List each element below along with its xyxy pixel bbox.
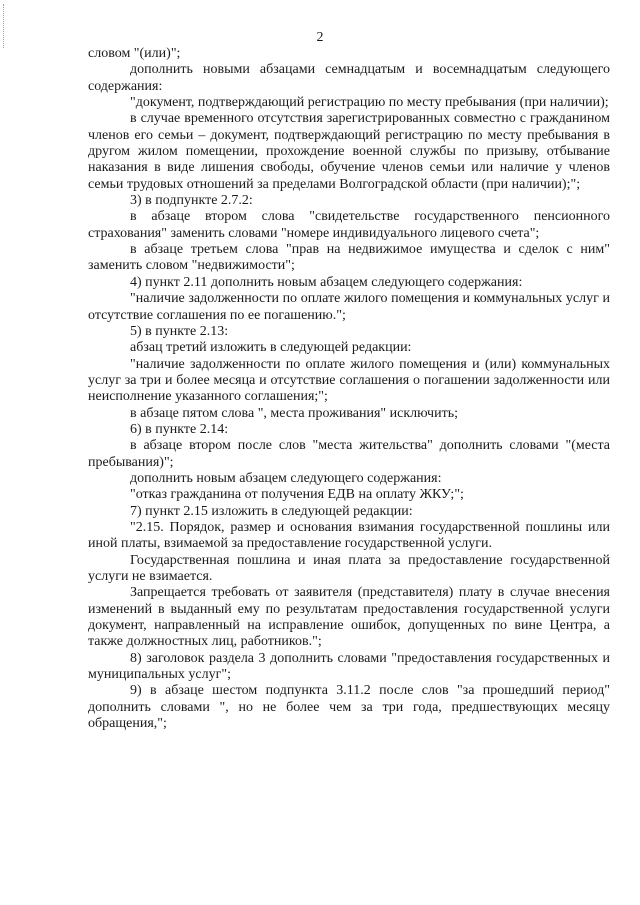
paragraph: 5) в пункте 2.13: [130, 323, 229, 339]
paragraph: 4) пункт 2.11 дополнить новым абзацем следующего содержания: [130, 274, 523, 290]
paragraph: в абзаце третьем слова "прав на недвижимое имущества и сделок с ним" заменить словом "недвижимости"; [88, 242, 610, 274]
paragraph: дополнить новым абзацем следующего содержания: [130, 470, 442, 486]
paragraph: 7) пункт 2.15 изложить в следующей редакции: [130, 503, 413, 519]
paragraph: 6) в пункте 2.14: [130, 421, 229, 437]
paragraph: Запрещается требовать от заявителя (представителя) плату в случае внесения изменений в выданный ему по результатам предоставления государственной услуги документ, направленный на исправление ошибок, допущенных по вине Центра, а также должностных лиц, работников."; [88, 585, 610, 650]
paragraph: 9) в абзаце шестом подпункта 3.11.2 после слов "за прошедший период" дополнить словами ", но не более чем за три года, предшествующих месяцу обращения,"; [88, 683, 610, 732]
paragraph: 8) заголовок раздела 3 дополнить словами "предоставления государственных и муниципальных услуг"; [88, 650, 610, 683]
paragraph: дополнить новыми абзацами семнадцатым и восемнадцатым следующего содержания: [88, 62, 610, 94]
paragraph: абзац третий изложить в следующей редакции: [130, 340, 412, 356]
paragraph: "2.15. Порядок, размер и основания взимания государственной пошлины или иной платы, взимаемой за предоставление государственной услуги. [88, 519, 610, 552]
paragraph: "документ, подтверждающий регистрацию по месту пребывания (при наличии); [130, 95, 609, 111]
paragraph: Государственная пошлина и иная плата за предоставление государственной услуги не взимается. [88, 552, 610, 584]
paragraph: словом "(или)"; [88, 46, 181, 61]
paragraph: 3) в подпункте 2.7.2: [130, 193, 253, 209]
document-body [88, 46, 610, 732]
paragraph: в абзаце втором после слов "места жительства" дополнить словами "(места пребывания)"; [88, 438, 610, 470]
page-number: 2 [316, 30, 324, 45]
paragraph: в абзаце пятом слова ", места проживания" исключить; [130, 405, 458, 421]
paragraph: "наличие задолженности по оплате жилого помещения и коммунальных услуг и отсутствие соглашения по ее погашению."; [88, 291, 610, 323]
paragraph: в абзаце втором слова "свидетельстве государственного пенсионного страхования" заменить словами "номере индивидуального лицевого счета"; [88, 209, 610, 241]
paragraph: "отказ гражданина от получения ЕДВ на оплату ЖКУ;"; [130, 487, 464, 503]
paragraph: в случае временного отсутствия зарегистрированных совместно с гражданином членов его семьи – документ, подтверждающий регистрацию по месту пребывания в другом жилом помещении, прохождение военной службы по призыву, отбывание наказания в виде лишения свободы, обучение членов семьи или наличие у членов семьи трудовых отношений за пределами Волгоградской области (при наличии);"; [88, 111, 610, 192]
paragraph: "наличие задолженности по оплате жилого помещения и (или) коммунальных услуг за три и более месяца и отсутствие соглашения о погашении задолженности или неисполнение указанного соглашения;"; [88, 356, 610, 405]
